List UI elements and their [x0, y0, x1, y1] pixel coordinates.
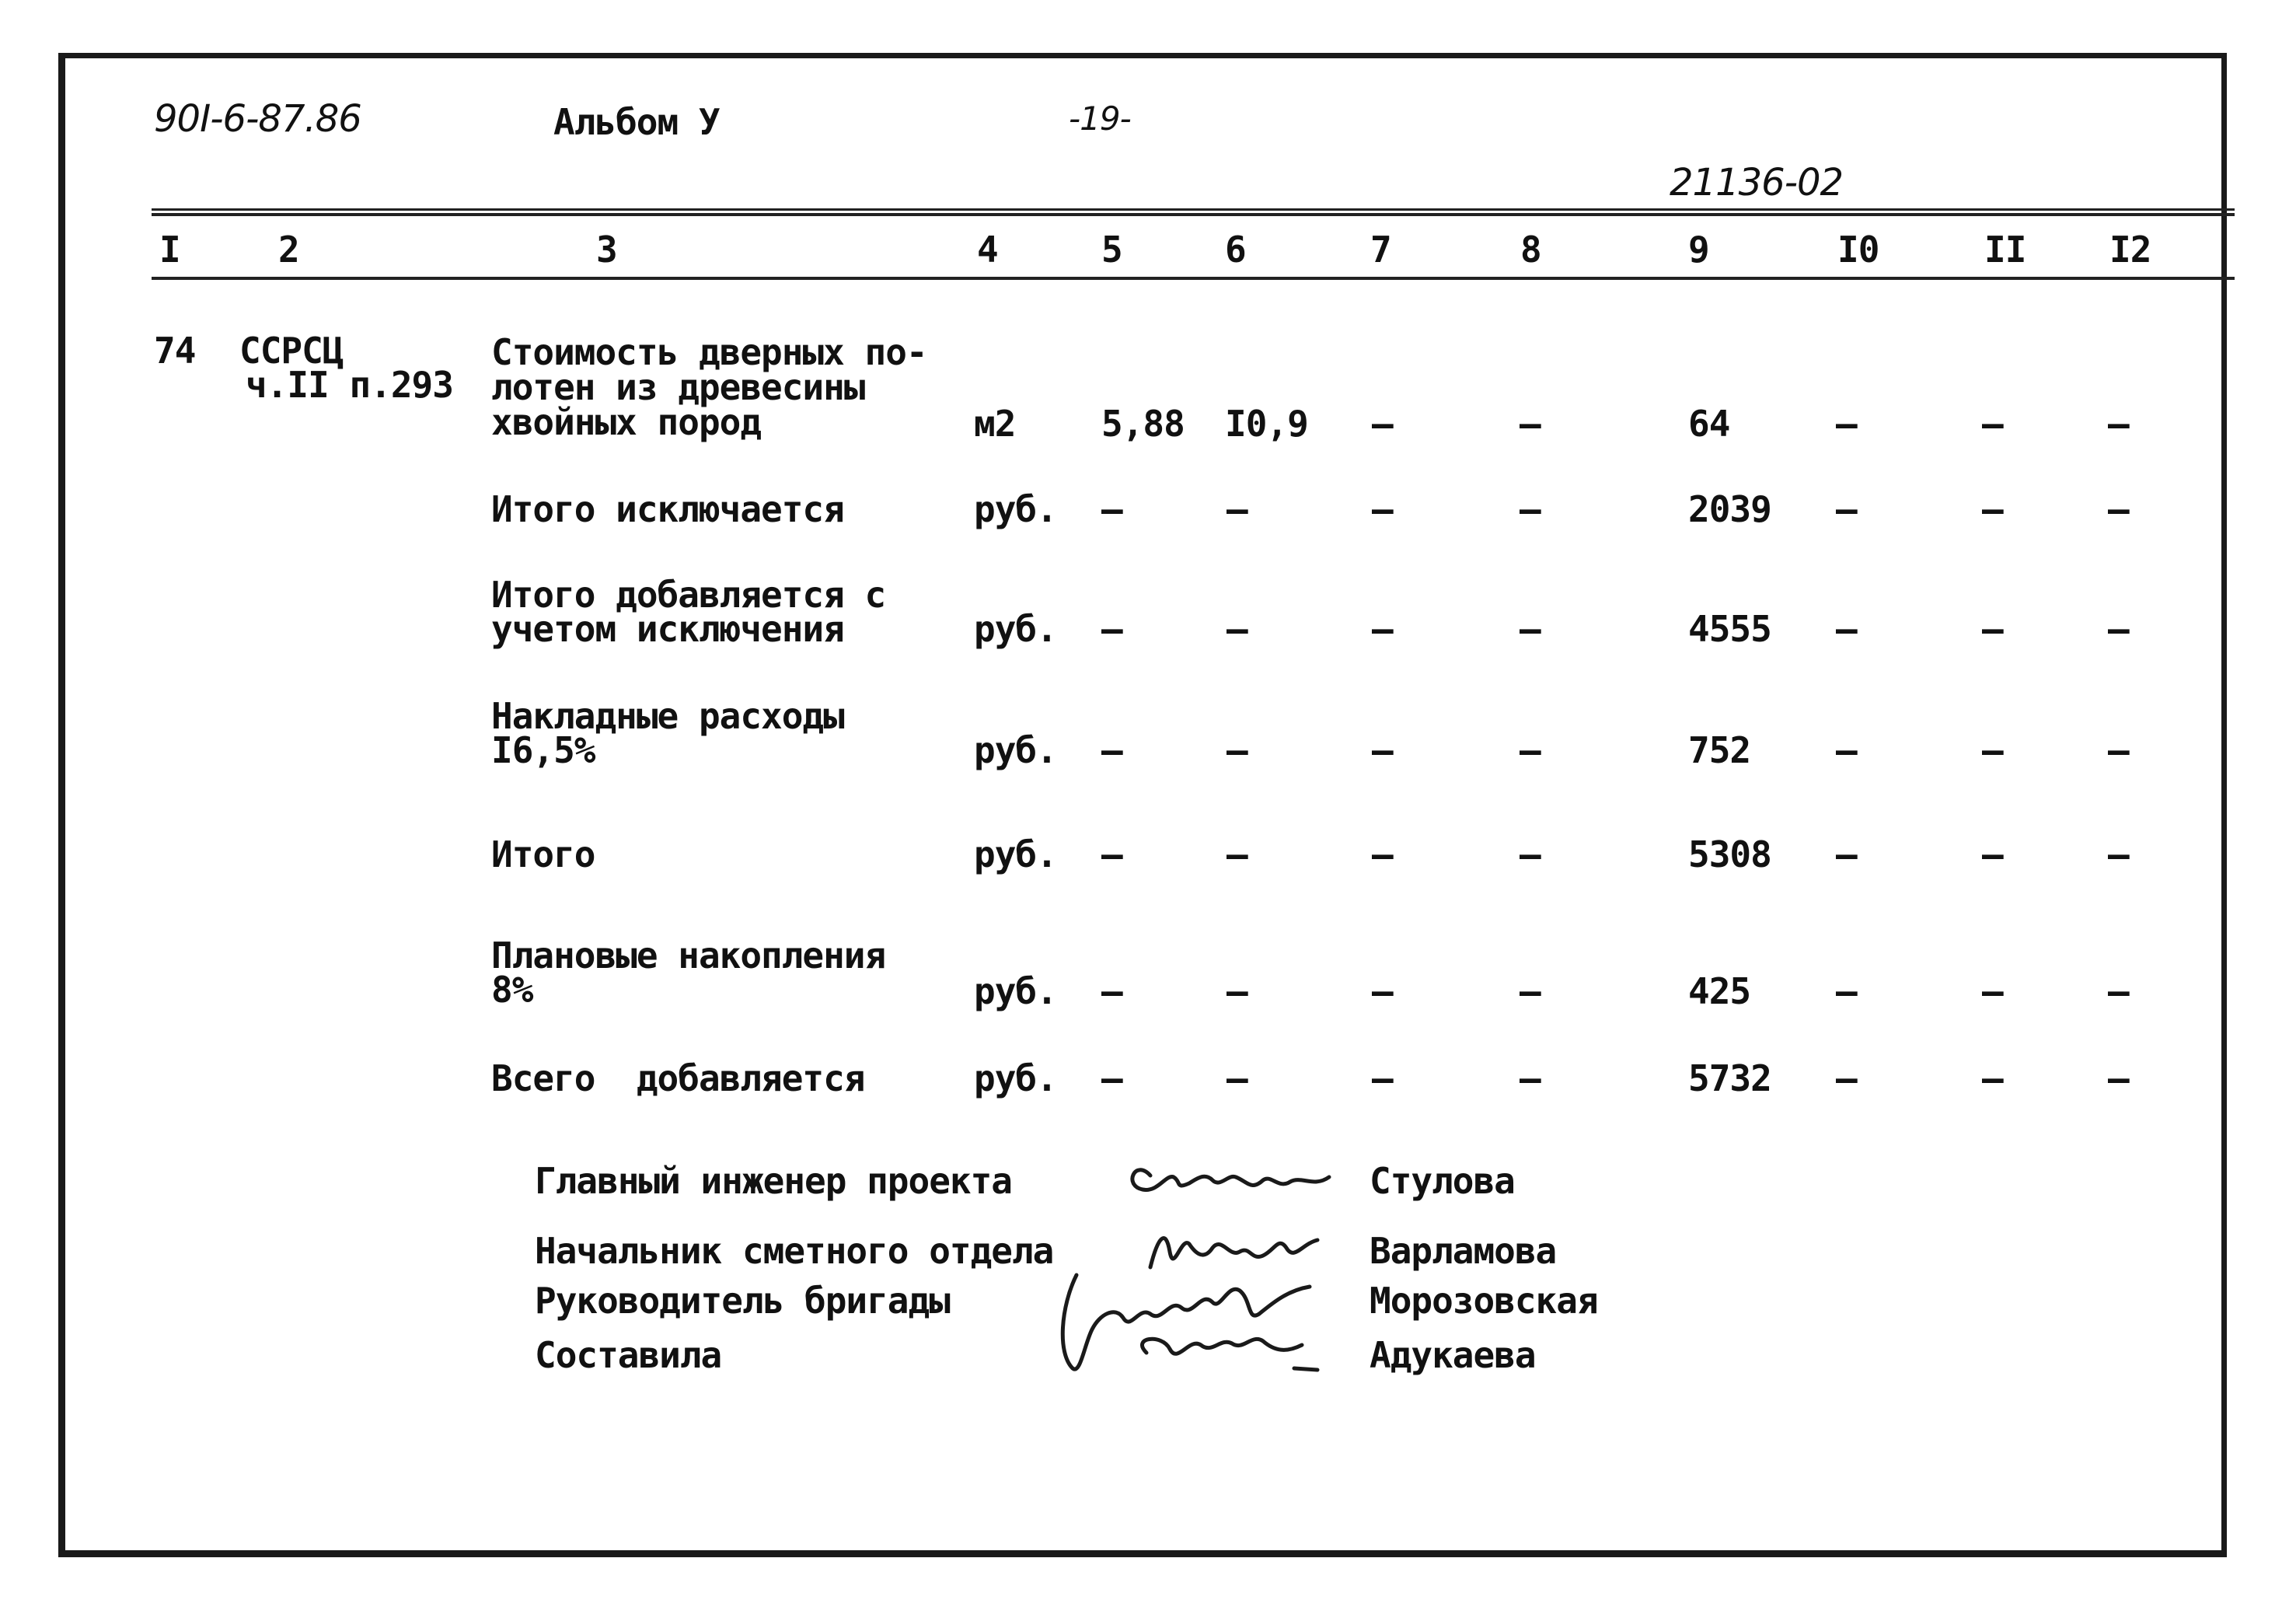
row-col7: –: [1372, 833, 1393, 875]
row-col6: –: [1227, 488, 1247, 530]
row-col5: –: [1101, 488, 1122, 530]
row-col7: –: [1372, 970, 1393, 1012]
row-col5: –: [1101, 970, 1122, 1012]
row-col10: –: [1836, 970, 1857, 1012]
row-col6: –: [1227, 833, 1247, 875]
col-header-4: 4: [977, 229, 998, 271]
signer-name: Варламова: [1370, 1230, 1557, 1272]
col-header-1: I: [159, 229, 180, 271]
row-description: Итого добавляется с: [491, 574, 886, 616]
handwritten-signature-3: [1053, 1259, 1364, 1392]
row-description: лотен из древесины: [491, 366, 865, 408]
row-col9: 4555: [1688, 608, 1771, 650]
row-unit: руб.: [974, 1057, 1057, 1099]
row-col11: –: [1982, 488, 2003, 530]
row-unit: руб.: [974, 833, 1057, 875]
entry-source-2: ч.II п.293: [246, 364, 453, 406]
row-col5: 5,88: [1101, 403, 1185, 445]
entry-number: 74: [154, 330, 196, 372]
row-col9: 5308: [1688, 833, 1771, 875]
row-unit: руб.: [974, 970, 1057, 1012]
row-col9: 64: [1688, 403, 1730, 445]
row-col10: –: [1836, 608, 1857, 650]
col-header-6: 6: [1225, 229, 1246, 271]
row-col5: –: [1101, 833, 1122, 875]
col-header-9: 9: [1688, 229, 1709, 271]
signer-name: Адукаева: [1370, 1334, 1536, 1376]
row-col6: I0,9: [1225, 403, 1308, 445]
row-col8: –: [1520, 608, 1541, 650]
row-col11: –: [1982, 608, 2003, 650]
row-col10: –: [1836, 833, 1857, 875]
row-col12: –: [2108, 608, 2129, 650]
reference-number: 21136-02: [1670, 161, 1844, 204]
row-description: Стоимость дверных по-: [491, 331, 927, 373]
row-col6: –: [1227, 970, 1247, 1012]
row-description: Всего добавляется: [491, 1057, 865, 1099]
col-header-7: 7: [1370, 229, 1391, 271]
row-col11: –: [1982, 970, 2003, 1012]
row-description: 8%: [491, 969, 533, 1011]
row-description: учетом исключения: [491, 608, 844, 650]
col-header-3: 3: [596, 229, 617, 271]
row-col10: –: [1836, 488, 1857, 530]
row-unit: руб.: [974, 729, 1057, 771]
col-header-10: I0: [1837, 229, 1879, 271]
row-description: Итого: [491, 833, 595, 875]
row-col9: 2039: [1688, 488, 1771, 530]
signer-role: Главный инженер проекта: [535, 1160, 1012, 1202]
row-col5: –: [1101, 1057, 1122, 1099]
row-col7: –: [1372, 1057, 1393, 1099]
col-header-8: 8: [1520, 229, 1541, 271]
row-col8: –: [1520, 729, 1541, 771]
doc-code: 90I-6-87.86: [154, 97, 361, 141]
signer-name: Стулова: [1370, 1160, 1515, 1202]
header-rule-bottom: [152, 277, 2235, 280]
row-col7: –: [1372, 488, 1393, 530]
row-col12: –: [2108, 729, 2129, 771]
row-col12: –: [2108, 403, 2129, 445]
signer-role: Начальник сметного отдела: [535, 1230, 1054, 1272]
row-col9: 5732: [1688, 1057, 1771, 1099]
signer-role: Руководитель бригады: [535, 1280, 950, 1322]
signer-name: Морозовская: [1370, 1280, 1598, 1322]
album-title: Альбом У: [553, 101, 720, 143]
row-col5: –: [1101, 608, 1122, 650]
row-col11: –: [1982, 403, 2003, 445]
row-col12: –: [2108, 833, 2129, 875]
row-col8: –: [1520, 970, 1541, 1012]
row-description: Плановые накопления: [491, 935, 886, 976]
row-unit: руб.: [974, 488, 1057, 530]
row-col11: –: [1982, 1057, 2003, 1099]
col-header-11: II: [1984, 229, 2026, 271]
row-col6: –: [1227, 729, 1247, 771]
row-description: Итого исключается: [491, 488, 844, 530]
row-col6: –: [1227, 1057, 1247, 1099]
row-description: I6,5%: [491, 729, 595, 771]
row-col10: –: [1836, 403, 1857, 445]
row-unit: руб.: [974, 608, 1057, 650]
row-col8: –: [1520, 403, 1541, 445]
header-rule-top-2: [152, 213, 2235, 216]
row-col12: –: [2108, 970, 2129, 1012]
row-col12: –: [2108, 1057, 2129, 1099]
row-unit: м2: [974, 403, 1016, 445]
row-col9: 752: [1688, 729, 1751, 771]
handwritten-signature-1: [1119, 1143, 1352, 1213]
row-col8: –: [1520, 833, 1541, 875]
signer-role: Составила: [535, 1334, 722, 1376]
row-col8: –: [1520, 1057, 1541, 1099]
row-col7: –: [1372, 403, 1393, 445]
row-col8: –: [1520, 488, 1541, 530]
row-col11: –: [1982, 729, 2003, 771]
page-number: -19-: [1069, 100, 1131, 138]
row-col5: –: [1101, 729, 1122, 771]
row-col6: –: [1227, 608, 1247, 650]
col-header-5: 5: [1101, 229, 1122, 271]
entry-source-1: ССРСЦ: [239, 330, 344, 372]
row-col10: –: [1836, 1057, 1857, 1099]
col-header-2: 2: [278, 229, 299, 271]
header-rule-top: [152, 208, 2235, 211]
row-col12: –: [2108, 488, 2129, 530]
row-description: Накладные расходы: [491, 695, 844, 737]
row-description: хвойных пород: [491, 401, 762, 443]
row-col7: –: [1372, 608, 1393, 650]
row-col10: –: [1836, 729, 1857, 771]
row-col7: –: [1372, 729, 1393, 771]
row-col9: 425: [1688, 970, 1751, 1012]
col-header-12: I2: [2109, 229, 2151, 271]
row-col11: –: [1982, 833, 2003, 875]
